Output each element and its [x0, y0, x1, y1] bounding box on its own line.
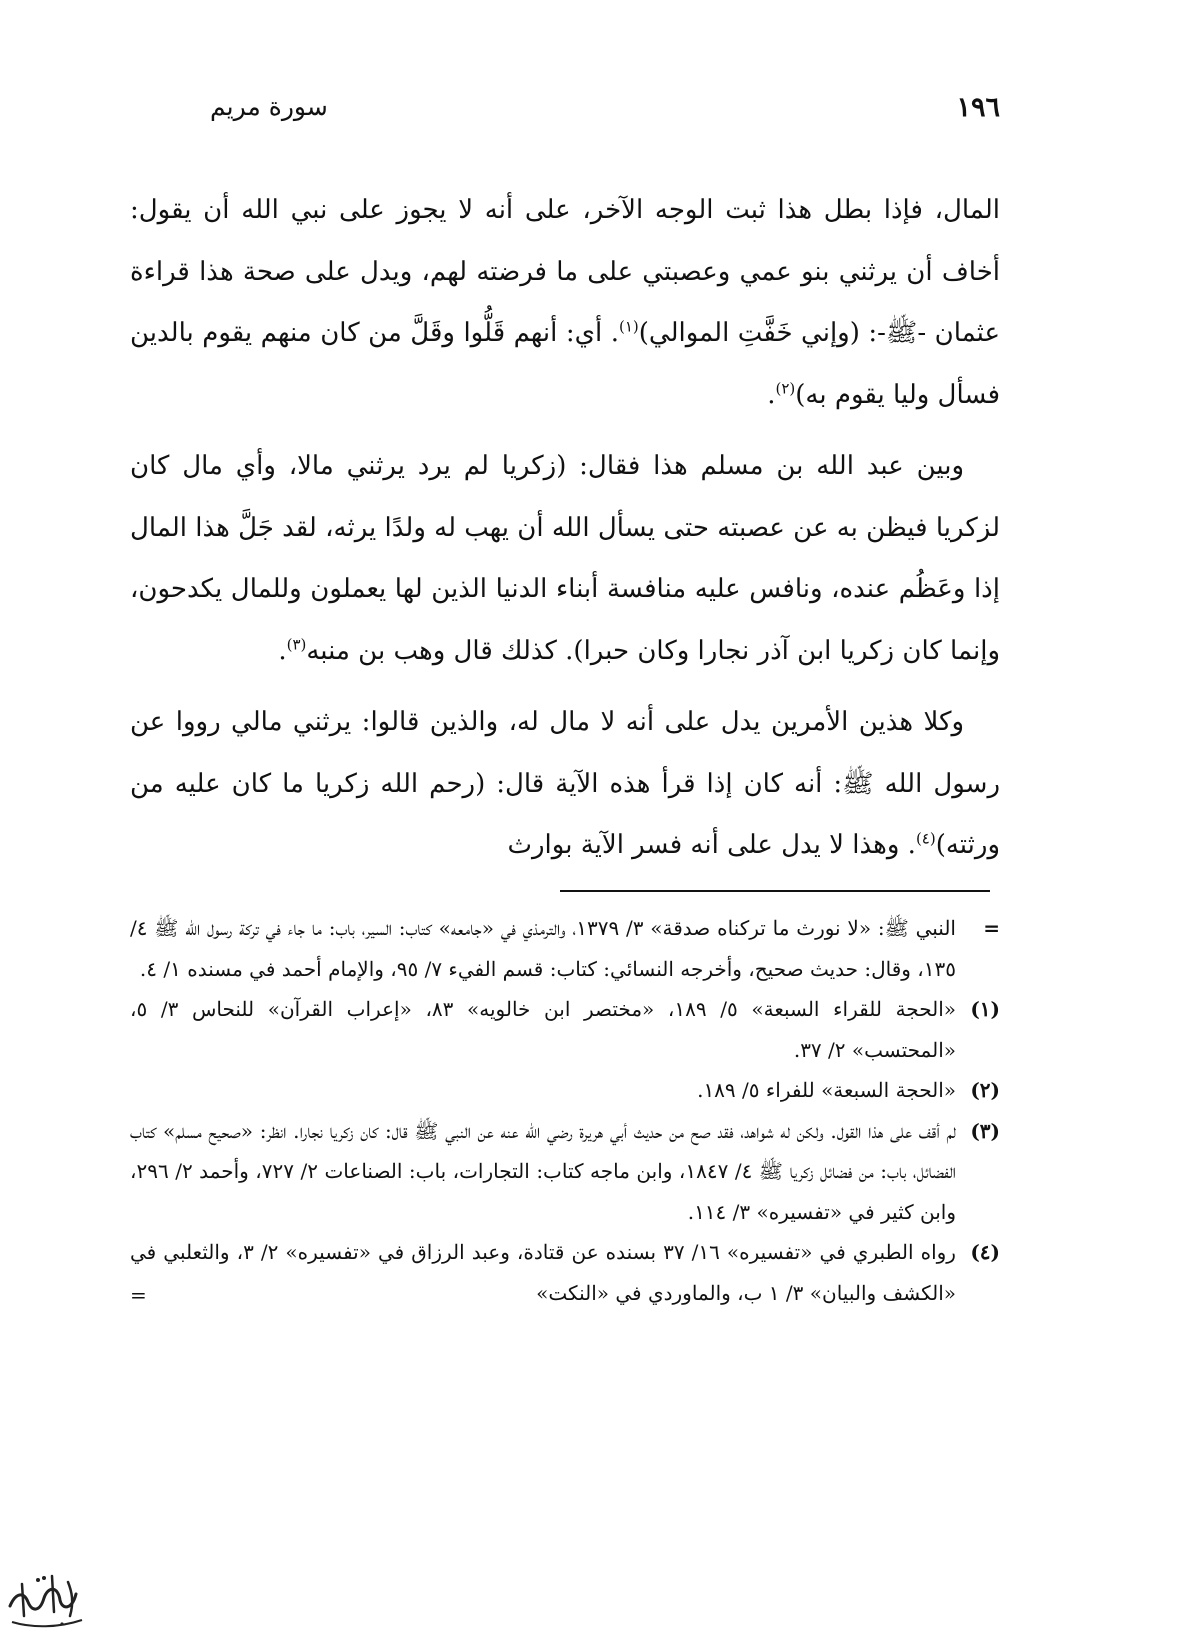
footnote-text: «الحجة للقراء السبعة» ٥/ ١٨٩، «مختصر ابن خالويه» ٨٣، «إعراب القرآن» للنحاس ٣/ ٥، «المحتسب» ٢/ ٣٧.: [130, 997, 956, 1062]
running-header: [210, 92, 1000, 132]
footnote-text: لم أقف على هذا القول. ولكن له شواهد، فقد صح من حديث أبي هريرة رضي الله عنه عن النبي ﷺ قال: كان زكريا نجارا. انظر: «صحيح مسلم» كتاب الفضائل، باب: من فضائل زكريا ﷺ ٤/ ١٨٤٧، وابن ماجه كتاب: التجارات، باب: الصناعات ٢/ ٧٢٧، وأحمد ٢/ ٢٩٦، وابن كثير في «تفسيره» ٣/ ١١٤.: [130, 1118, 956, 1224]
surah-title: سورة مريم: [210, 92, 328, 121]
footnote-text: النبي ﷺ: «لا نورث ما تركناه صدقة» ٣/ ١٣٧٩، والترمذي في «جامعه» كتاب: السير، باب: ما جاء في تركة رسول الله ﷺ ٤/ ١٣٥، وقال: حديث صحيح، وأخرجه النسائي: كتاب: قسم الفيء ٧/ ٩٥، والإمام أحمد في مسنده ١/ ٤.: [130, 916, 956, 981]
paragraph-text: . وهذا لا يدل على أنه فسر الآية بوارث: [507, 830, 916, 860]
footnote-separator: [560, 890, 990, 892]
paragraph-text: .: [767, 379, 776, 410]
footnote-marker: (٤): [970, 1240, 1000, 1264]
paragraph: [130, 436, 1000, 682]
footnote-marker: (٣): [970, 1118, 1000, 1143]
footnote-text: «الحجة السبعة» للفراء ٥/ ١٨٩.: [697, 1078, 956, 1102]
footnote-continuation-marker: =: [130, 1282, 147, 1307]
footnote-marker: (٢): [970, 1078, 1000, 1102]
footnote-reference[interactable]: (١): [618, 317, 639, 336]
paragraph: [130, 180, 1000, 426]
footnote-reference[interactable]: (٤): [915, 829, 936, 848]
calligraphy-logo-icon: [2, 1562, 90, 1634]
footnote-marker: =: [983, 916, 1000, 940]
footnote-reference[interactable]: (٣): [286, 634, 307, 653]
footnote-text: رواه الطبري في «تفسيره» ١٦/ ٣٧ بسنده عن قتادة، وعبد الرزاق في «تفسيره» ٢/ ٣، والثعلبي في «الكشف والبيان» ٣/ ١ ب، والماوردي في «النكت»: [130, 1240, 956, 1305]
footnote: [130, 908, 1000, 989]
paragraph: [130, 692, 1000, 877]
paragraph-text: .: [278, 635, 287, 666]
page-number: ١٩٦: [956, 92, 1000, 123]
footnote-marker: (١): [970, 997, 1000, 1021]
paragraph-text: وكلا هذين الأمرين يدل على أنه لا مال له، والذين قالوا: يرثني مالي رووا عن رسول الله ﷺ: أنه كان إذا قرأ هذه الآية قال: (رحم الله زكريا ما كان عليه من ورثته): [130, 707, 1000, 860]
footnote: [130, 1070, 1000, 1111]
footnote: [130, 1111, 1000, 1233]
paragraph-text: وبين عبد الله بن مسلم هذا فقال: (زكريا لم يرد يرثني مالا، وأي مال كان لزكريا فيظن به عن عصبته حتى يسأل الله أن يهب له ولدًا يرثه، لقد جَلَّ هذا المال إذا وعَظُم عنده، ونافس عليه منافسة أبناء الدنيا الذين لها يعملون وللمال يكدحون، وإنما كان زكريا ابن آذر نجارا وكان حبرا). كذلك قال وهب بن منبه: [130, 451, 1000, 666]
main-text: [130, 180, 1000, 887]
paragraph-text: المال، فإذا بطل هذا ثبت الوجه الآخر، على أنه لا يجوز على نبي الله أن يقول: أخاف أن يرثني بنو عمي وعصبتي على ما فرضته لهم، ويدل على صحة هذا قراءة عثمان -ﷺ-: (وإني خَفَّتِ الموالي): [130, 195, 1001, 348]
paragraph-text: . أي: أنهم قَلُّوا وقَلَّ من كان منهم يقوم بالدين فسأل وليا يقوم به): [130, 318, 1000, 410]
footnote: [130, 989, 1000, 1070]
footnote: [130, 1232, 1000, 1313]
footnotes: [130, 908, 1000, 1313]
footnote-reference[interactable]: (٢): [775, 378, 796, 397]
